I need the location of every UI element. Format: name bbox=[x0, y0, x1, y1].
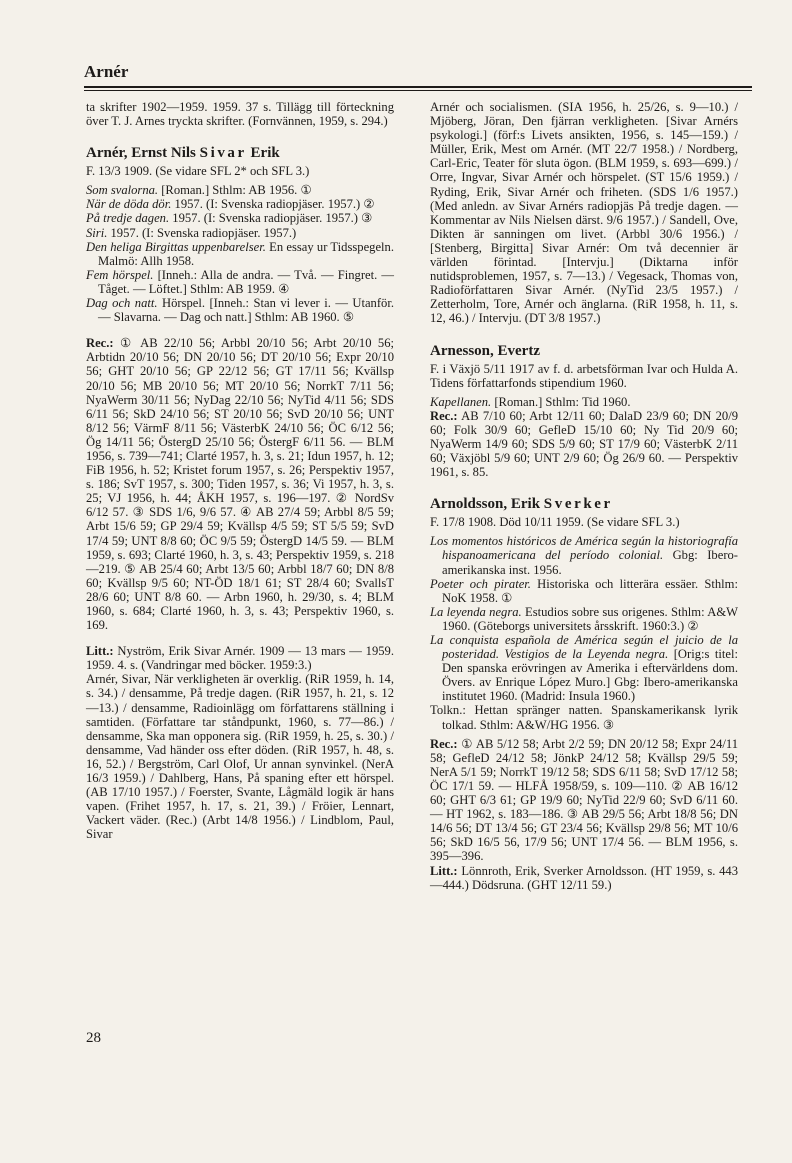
rec-text: AB 7/10 60; Arbt 12/11 60; DalaD 23/9 60; DN 20/9 60; Folk 30/9 60; GefleD 15/10 60; Ny Tid 20/9 60; NyaWerm 14/9 60; SDS 5/9 60; ST 17/9 60; VästerbK 2/11 60; Växjöbl 5/9 60; UNT 2/9 60; Ög 26/9 60. — Perspektiv 1961, s. 85. bbox=[430, 408, 738, 480]
rec-text: ① AB 5/12 58; Arbt 2/2 59; DN 20/12 58; Expr 24/11 58; GefleD 24/12 58; JönkP 24/12 58; Kvällsp 29/5 59; NerA 5/1 59; NorrkT 19/12 58; SDS 6/11 58; SvD 17/12 58; ÖC 17/1 59. — HLFÅ 1958/59, s. 109—110. ② AB 16/12 60; GHT 6/3 61; GP 19/9 60; NyTid 22/9 60; SvD 6/11 60. — HT 1962, s. 183—186. ③ AB 29/5 56; Arbt 18/8 56; DN 14/6 56; DT 13/4 56; GT 23/4 56; Kvällsp 29/8 56; MT 10/6 56; SkD 16/5 56, 17/9 56; UNT 17/4 56. — BLM 1956, s. 395—396. bbox=[430, 736, 738, 864]
litt-label: Litt.: bbox=[430, 863, 458, 878]
work-title: Los momentos históricos de América según la historiografía hispanoamericana del período colonial. bbox=[430, 534, 738, 563]
work-title: Fem hörspel. bbox=[86, 267, 154, 282]
work-detail: [Roman.] Sthlm: Tid 1960. bbox=[491, 394, 631, 409]
litt-text: Nyström, Erik Sivar Arnér. 1909 — 13 mars — 1959. 1959. 4. s. (Vandringar med böcker. 1959:3.) bbox=[86, 644, 394, 673]
work-item bbox=[86, 197, 394, 211]
work-item bbox=[430, 605, 738, 633]
left-column bbox=[86, 100, 394, 842]
entry-heading-arnoldsson bbox=[430, 495, 738, 513]
literature-continued-right: Arnér och socialismen. (SIA 1956, h. 25/26, s. 9—10.) / Mjöberg, Jöran, Den fjärran verkligheten. [Sivar Arnérs psykologi.] (förf:s Livets ansikten, 1956, s. 145—159.) / Müller, Erik, Mest om Arnér. (MT 22/7 1958.) / Nordberg, Carl-Eric, Teater för sluta ögon. (BLM 1959, s. 693—699.) / Orre, Ingvar, Sivar Arnér och hörspelet. (ST 15/6 1959.) / Ryding, Erik, Sivar Arnér och friheten. (SDS 1/6 1957.) (Med anledn. av Sivar Arnérs radiopjäs På tredje dagen. — Kommentar av Nils Nielsen därst. 9/6 1957.) / Sandell, Ove, Dikten är sanningen om livet. (Arbbl 30/6 1956.) / [Stenberg, Birgitta] Sivar Arnér: Om två decennier är världen förintad. [Intervju.] (Diktarna inför nutidsproblemen, 1957, s. 7—13.) / Vegesack, Thomas von, Radioförfattaren Sivar Arnér. (NyTid 23/5 1957.) / Zetterholm, Tore, Arnér och änglarna. (RiR 1958, h. 11, s. 12, 46.) / Intervju. (DT 3/8 1957.) bbox=[430, 100, 738, 326]
work-detail: [Orig:s titel: Den spanska erövringen av Amerika i eftervärldens dom. Övers. av Enrique López Muro.] Gbg: Ibero-amerikanska institutet 1960. (Madrid: Insula 1960.) bbox=[442, 647, 738, 704]
work-title: La leyenda negra. bbox=[430, 604, 522, 619]
work-detail: [Inneh.: Alla de andra. — Två. — Fingret. — Tåget. — Löftet.] Sthlm: AB 1959. ④ bbox=[98, 267, 394, 296]
work-detail: 1957. (I: Svenska radiopjäser. 1957.) ② bbox=[171, 197, 375, 212]
right-column bbox=[430, 100, 738, 892]
page-number: 28 bbox=[86, 1030, 101, 1046]
work-title: Poeter och pirater. bbox=[430, 576, 531, 591]
work-item bbox=[86, 268, 394, 296]
entry-heading-arnesson: Arnesson, Evertz bbox=[430, 342, 540, 359]
work-detail: Historiska och litterära essäer. Sthlm: NoK 1958. ① bbox=[442, 576, 738, 605]
literature-paragraph bbox=[86, 644, 394, 672]
work-title: När de döda dör. bbox=[86, 197, 172, 212]
work-detail: En essay ur Tidsspegeln. Malmö: Allh 1958. bbox=[98, 239, 394, 268]
litt-label: Litt.: bbox=[86, 644, 114, 659]
entry-name: Arnoldsson, Erik bbox=[430, 496, 544, 513]
entry-bio: F. i Växjö 5/11 1917 av f. d. arbetsförman Ivar och Hulda A. Tidens författarfonds stipendium 1960. bbox=[430, 361, 738, 390]
running-head: Arnér bbox=[84, 62, 129, 81]
work-title: Siri. bbox=[86, 225, 108, 240]
work-item bbox=[430, 534, 738, 576]
work-title: Som svalorna. bbox=[86, 183, 159, 198]
work-item bbox=[86, 211, 394, 225]
work-item bbox=[430, 703, 738, 731]
entry-name-spaced: Sverker bbox=[543, 496, 613, 513]
work-detail: [Roman.] Sthlm: AB 1956. ① bbox=[158, 183, 312, 198]
work-title: På tredje dagen. bbox=[86, 211, 170, 226]
work-detail: Estudios sobre sus origenes. Sthlm: A&W 1960. (Göteborgs universitets årsskrift. 1960:3.) ② bbox=[442, 604, 738, 633]
entry-name-end: Erik bbox=[246, 145, 280, 162]
rec-label: Rec.: bbox=[430, 736, 458, 751]
work-detail: 1957. (I: Svenska radiopjäser. 1957.) bbox=[107, 225, 297, 240]
work-detail: 1957. (I: Svenska radiopjäser. 1957.) ③ bbox=[169, 211, 373, 226]
rec-label: Rec.: bbox=[430, 408, 458, 423]
work-item bbox=[430, 395, 738, 409]
literature-paragraph bbox=[430, 864, 738, 892]
entry-name: Arnér, Ernst Nils bbox=[86, 145, 200, 162]
work-detail: Hörspel. [Inneh.: Stan vi lever i. — Utanför. — Slavarna. — Dag och natt.] Sthlm: AB 1960. ⑤ bbox=[98, 296, 394, 325]
literature-continued: Arnér, Sivar, När verkligheten är overklig. (RiR 1959, h. 14, s. 34.) / densamme, På tredje dagen. (RiR 1957, h. 21, s. 12—13.) / densamme, Radioinlägg om författarens ställning i samtiden. (Författare tar ståndpunkt, 1960, s. 77—86.) / densamme, Ska man opponera sig. (RiR 1959, h. 25, s. 30.) / densamme, Vad händer oss efter döden. (RiR 1957, h. 48, s. 16, 52.) / Bergström, Carl Olof, Ur annan synvinkel. (NerA 16/3 1959.) / Dahlberg, Hans, På spaning efter ett hörspel. (AB 17/10 1957.) / Foerster, Svante, Lågmäld logik är hans vapen. (Frihet 1957, h. 17, s. 21, 39.) / Fröier, Lennart, Vackert väder. (Rec.) (Arbt 14/8 1956.) / Lindblom, Paul, Sivar bbox=[86, 672, 394, 842]
work-title: Kapellanen. bbox=[430, 394, 492, 409]
work-item bbox=[86, 240, 394, 268]
work-item bbox=[86, 226, 394, 240]
rec-label: Rec.: bbox=[86, 336, 114, 351]
work-item bbox=[86, 296, 394, 324]
work-title: La conquista española de América según el juicio de la posteridad. Vestigios de la Leyenda negra. bbox=[430, 633, 738, 662]
rec-text: ① AB 22/10 56; Arbbl 20/10 56; Arbt 20/10 56; Arbtidn 20/10 56; DN 20/10 56; DT 20/10 56; Expr 20/10 56; GHT 20/10 56; GP 22/12 56; GT 17/11 56; Kvällsp 20/10 56; MB 20/10 56; MT 20/10 56; NorrkT 7/11 56; NyaWerm 30/11 56; NyDag 22/10 56; NyTid 4/11 56; SDS 6/11 56; SkD 24/10 56; ST 20/10 56; SvD 20/10 56; UNT 8/12 56; VärmF 8/11 56; VästerbK 24/10 56; ÖC 6/12 56; Ög 14/11 56; ÖstergD 25/10 56; ÖstergF 6/11 56. — BLM 1956, s. 739—741; Clarté 1957, h. 3, s. 21; Idun 1957, h. 12; FiB 1956, h. 52; Kristet forum 1957, s. 26; Perspektiv 1957, s. 186; SvT 1957, s. 300; Tiden 1957, s. 36; Vi 1957, h. 3, s. 25; VJ 1956, h. 44; ÅKH 1957, s. 196—197. ② NordSv 6/12 57. ③ SDS 1/6, 9/6 57. ④ AB 27/4 59; Arbbl 8/5 59; Arbt 15/6 59; GP 29/4 59; Kvällsp 4/5 59; ST 5/5 59; SvD 17/4 59; UNT 8/8 60; ÖC 9/5 59; ÖstergD 14/5 59. — BLM 1959, s. 693; Clarté 1960, h. 3, s. 43; Perspektiv 1959, s. 218—219. ⑤ AB 25/4 60; Arbt 13/5 60; Arbbl 18/7 60; DN 8/8 60; Kvällsp 9/5 60; NT-ÖD 18/1 61; ST 28/4 60; SvallsT 28/6 60; UNT 8/8 60. — Arbn 1960, h. 29/30, s. 4; BLM 1960, s. 684; Clarté 1960, h. 3, s. 43; Perspektiv 1960, s. 169. bbox=[86, 336, 394, 633]
work-title: Den heliga Birgittas uppenbarelser. bbox=[86, 239, 266, 254]
entry-bio: F. 13/3 1909. (Se vidare SFL 2* och SFL 3.) bbox=[86, 164, 310, 179]
work-item bbox=[86, 183, 394, 197]
work-detail: Gbg: Ibero-amerikanska inst. 1956. bbox=[442, 548, 738, 577]
reviews-paragraph bbox=[430, 737, 738, 864]
header-rule bbox=[84, 86, 752, 88]
reviews-paragraph bbox=[86, 336, 394, 632]
entry-bio: F. 17/8 1908. Död 10/11 1959. (Se vidare SFL 3.) bbox=[430, 515, 680, 530]
work-detail: Tolkn.: Hettan spränger natten. Spanskamerikansk lyrik tolkad. Sthlm: A&W/HG 1956. ③ bbox=[430, 703, 738, 732]
work-item bbox=[430, 633, 738, 703]
work-title: Dag och natt. bbox=[86, 296, 158, 311]
intro-paragraph: ta skrifter 1902—1959. 1959. 37 s. Tillägg till förteckning över T. J. Arnes tryckta skrifter. (Fornvännen, 1959, s. 294.) bbox=[86, 100, 394, 129]
reviews-paragraph bbox=[430, 409, 738, 479]
entry-name-spaced: Sivar bbox=[199, 145, 247, 162]
work-item bbox=[430, 577, 738, 605]
entry-heading-arner bbox=[86, 144, 394, 162]
header-rule-thin bbox=[84, 90, 752, 91]
litt-text: Lönnroth, Erik, Sverker Arnoldsson. (HT 1959, s. 443—444.) Dödsruna. (GHT 12/11 59.) bbox=[430, 863, 738, 892]
